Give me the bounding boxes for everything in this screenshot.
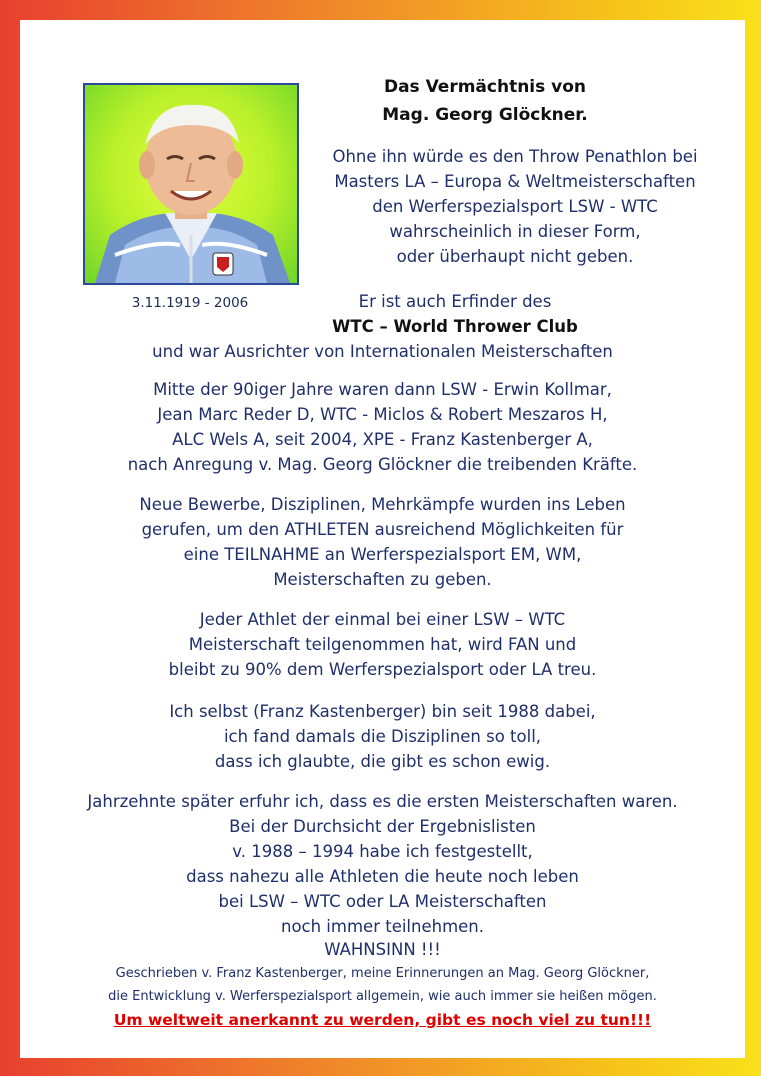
paragraph-line: ich fand damals die Disziplinen so toll, <box>223 727 542 746</box>
inventor-line: Er ist auch Erfinder des <box>358 292 552 311</box>
intro-line: oder überhaupt nicht geben. <box>396 247 634 266</box>
paragraph-line: noch immer teilnehmen. <box>280 917 485 936</box>
paragraph-line: Jeder Athlet der einmal bei einer LSW – WTC <box>199 610 566 629</box>
footer-line: die Entwicklung v. Werferspezialsport allgemein, wie auch immer sie heißen mögen. <box>108 989 657 1004</box>
paragraph-line: gerufen, um den ATHLETEN ausreichend Möglichkeiten für <box>141 520 624 539</box>
paragraph-line: dass nahezu alle Athleten die heute noch leben <box>186 867 579 886</box>
paragraph-line: bei LSW – WTC oder LA Meisterschaften <box>218 892 547 911</box>
closing-statement: Um weltweit anerkannt zu werden, gibt es noch viel zu tun!!! <box>113 1011 652 1029</box>
paragraph-line: v. 1988 – 1994 habe ich festgestellt, <box>232 842 533 861</box>
paragraph-line: nach Anregung v. Mag. Georg Glöckner die treibenden Kräfte. <box>127 455 638 474</box>
paragraph-line: Meisterschaften zu geben. <box>273 570 492 589</box>
exclamation-line: WAHNSINN !!! <box>324 940 441 959</box>
intro-line: wahrscheinlich in dieser Form, <box>389 222 641 241</box>
paragraph-line: Neue Bewerbe, Disziplinen, Mehrkämpfe wurden ins Leben <box>139 495 626 514</box>
paragraph-line: Ich selbst (Franz Kastenberger) bin seit 1988 dabei, <box>169 702 596 721</box>
heading-line-2: Mag. Georg Glöckner. <box>382 105 588 125</box>
paragraph-line: Jean Marc Reder D, WTC - Miclos & Robert Meszaros H, <box>157 405 608 424</box>
photo-caption: 3.11.1919 - 2006 <box>131 295 249 311</box>
paragraph-line: Jahrzehnte später erfuhr ich, dass es die ersten Meisterschaften waren. <box>87 792 678 811</box>
intro-line: Ohne ihn würde es den Throw Penathlon bei <box>332 147 698 166</box>
paragraph-line: Meisterschaft teilgenommen hat, wird FAN und <box>188 635 577 654</box>
paragraph-line: dass ich glaubte, die gibt es schon ewig. <box>214 752 551 771</box>
paragraph-line: Mitte der 90iger Jahre waren dann LSW - Erwin Kollmar, <box>153 380 612 399</box>
inventor-line: und war Ausrichter von Internationalen Meisterschaften <box>152 342 613 361</box>
paragraph-line: bleibt zu 90% dem Werferspezialsport oder LA treu. <box>168 660 597 679</box>
intro-line: den Werferspezialsport LSW - WTC <box>372 197 658 216</box>
paragraph-line: ALC Wels A, seit 2004, XPE - Franz Kastenberger A, <box>172 430 593 449</box>
club-name: WTC – World Thrower Club <box>332 317 578 336</box>
intro-line: Masters LA – Europa & Weltmeisterschaften <box>334 172 696 191</box>
paragraph-line: Bei der Durchsicht der Ergebnislisten <box>229 817 536 836</box>
document-page <box>20 20 745 1058</box>
portrait-photo <box>83 83 299 285</box>
footer-line: Geschrieben v. Franz Kastenberger, meine Erinnerungen an Mag. Georg Glöckner, <box>115 966 650 981</box>
paragraph-line: eine TEILNAHME an Werferspezialsport EM, WM, <box>183 545 582 564</box>
heading-line-1: Das Vermächtnis von <box>383 77 587 97</box>
